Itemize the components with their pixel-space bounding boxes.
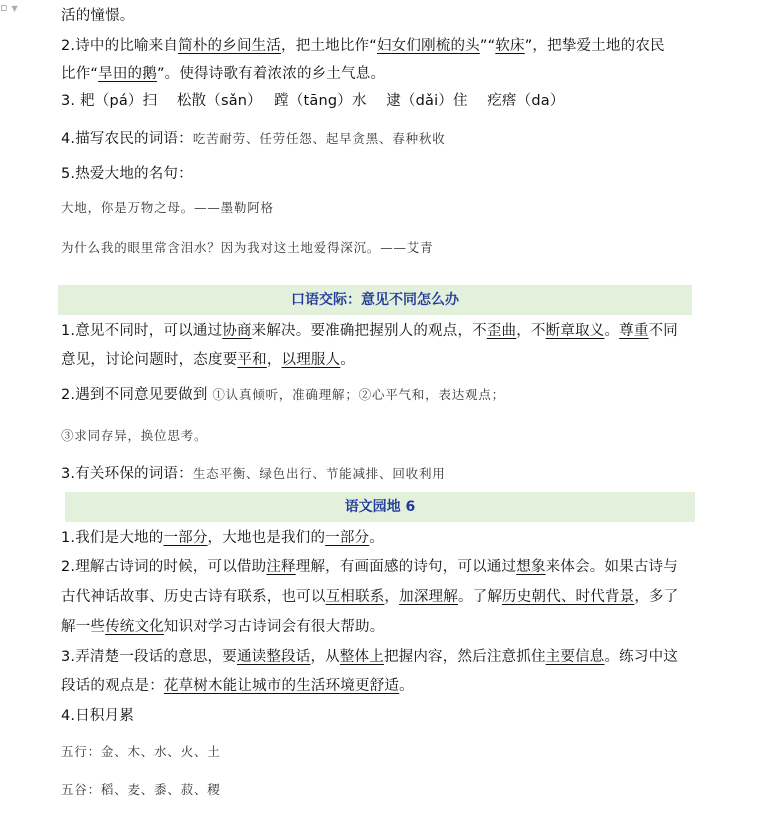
farmer-words: 4.描写农民的词语：吃苦耐劳、任劳任怨、起早贪黑、春种秋收	[61, 131, 446, 147]
underlined-answer: 花草树木能让城市的生活环境更舒适	[163, 678, 400, 694]
underlined-answer: 历史朝代、时代背景	[502, 589, 635, 605]
underlined-answer: 平和	[237, 352, 267, 368]
text-line: 2.理解古诗词的时候，可以借助注释理解，有画面感的诗句，可以通过想象来体会。如果古诗与	[61, 559, 678, 575]
text-line: 1.意见不同时，可以通过协商来解决。要准确把握别人的观点，不歪曲，不断章取义。尊重不同	[61, 323, 678, 339]
underlined-answer: 歪曲	[486, 323, 517, 339]
famous-quotes-heading: 5.热爱大地的名句：	[61, 166, 193, 182]
text-line: 2.遇到不同意见要做到 ①认真倾听，准确理解；②心平气和，表达观点；	[61, 387, 505, 403]
text-line: 段话的观点是：花草树木能让城市的生活环境更舒适。	[61, 678, 414, 694]
text-line: 活的憧憬。	[61, 8, 135, 24]
underlined-answer: 以理服人	[281, 352, 341, 368]
text-line: 3.弄清楚一段话的意思，要通读整段话，从整体上把握内容，然后注意抓住主要信息。练习中这	[61, 649, 678, 665]
underlined-answer: 整体上	[339, 649, 384, 665]
section-banner-oral-communication: 口语交际：意见不同怎么办	[58, 285, 692, 315]
text-line: 比作“旱田的鹅”。使得诗歌有着浓浓的乡土气息。	[61, 66, 386, 82]
five-elements-line: 五行：金、木、水、火、土	[61, 744, 221, 759]
text-line: 解一些传统文化知识对学习古诗词会有很大帮助。	[61, 619, 385, 635]
underlined-answer: 注释	[266, 559, 296, 575]
quote-line: 大地，你是万物之母。——墨勒阿格	[61, 200, 274, 215]
underlined-answer: 旱田的鹅	[98, 66, 157, 82]
underlined-answer: 断章取义	[545, 323, 605, 339]
underlined-answer: 一部分	[325, 530, 370, 546]
underlined-answer: 互相联系	[325, 589, 385, 605]
underlined-answer: 传统文化	[105, 619, 164, 635]
pronunciation-line: 3. 耙（pá）扫 松散（sǎn） 蹚（tāng）水 逮（dǎi）住 疙瘩（da）	[61, 93, 565, 109]
underlined-answer: 想象	[516, 559, 546, 575]
underlined-answer: 软床	[495, 38, 525, 54]
eco-words: 3.有关环保的词语：生态平衡、绿色出行、节能减排、回收利用	[61, 466, 446, 482]
underlined-answer: 主要信息	[545, 649, 605, 665]
text-line: 意见，讨论问题时，态度要平和，以理服人。	[61, 352, 356, 368]
metaphor-point: 2.诗中的比喻来自简朴的乡间生活，把土地比作“妇女们刚梳的头”“软床”，把挚爱土地的农民	[61, 38, 665, 54]
underlined-answer: 简朴的乡间生活	[178, 38, 282, 54]
underlined-answer: 妇女们刚梳的头	[376, 38, 480, 54]
document-marker-icon: ▫ ▼	[0, 1, 18, 14]
section-banner-yuwen-garden: 语文园地 6	[65, 492, 695, 522]
text-line: ③求同存异，换位思考。	[61, 428, 208, 443]
text-line: 古代神话故事、历史古诗有联系，也可以互相联系，加深理解。了解历史朝代、时代背景，多了	[61, 589, 679, 605]
accumulation-heading: 4.日积月累	[61, 708, 135, 724]
quote-line: 为什么我的眼里常含泪水？因为我对这土地爱得深沉。——艾青	[61, 240, 434, 255]
underlined-answer: 通读整段话	[236, 649, 311, 665]
text-line: 1.我们是大地的一部分，大地也是我们的一部分。	[61, 530, 384, 546]
underlined-answer: 一部分	[163, 530, 208, 546]
five-grains-line: 五谷：稻、麦、黍、菽、稷	[61, 782, 221, 797]
underlined-answer: 尊重	[619, 323, 649, 339]
underlined-answer: 协商	[222, 323, 252, 339]
underlined-answer: 加深理解	[399, 589, 458, 605]
